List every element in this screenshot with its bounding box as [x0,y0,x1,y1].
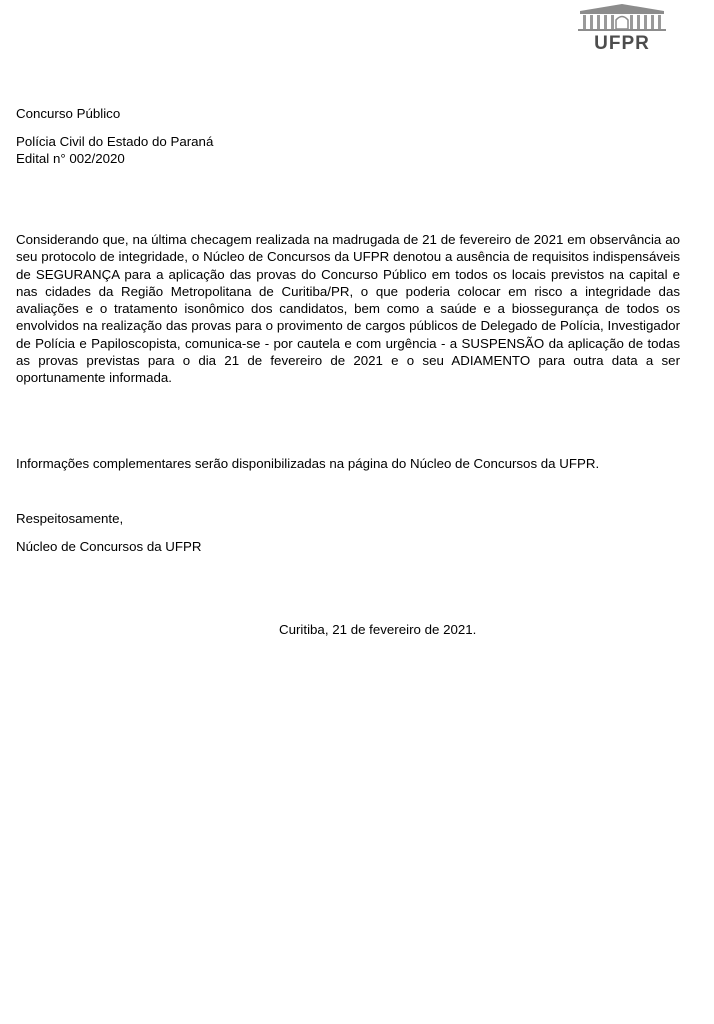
closing-line: Respeitosamente, [16,511,124,526]
ufpr-logo [576,2,668,54]
institution-name: Polícia Civil do Estado do Paraná [16,134,214,149]
info-paragraph: Informações complementares serão disponibilizadas na página do Núcleo de Concursos da UFPR. [16,456,600,471]
document-heading: Concurso Público [16,106,121,121]
logo-text: UFPR [594,33,650,54]
edital-number: Edital n° 002/2020 [16,151,125,166]
building-icon [576,2,668,34]
body-paragraph: Considerando que, na última checagem realizada na madrugada de 21 de fevereiro de 2021 em observância ao seu protocolo de integridade, o Núcleo de Concursos da UFPR denotou a ausência de requisitos indispensáveis de SEGURANÇA para a aplicação das provas do Concurso Público em todos os locais previstos na capital e nas cidades da Região Metropolitana de Curitiba/PR, o que poderia colocar em risco a integridade das avaliações e o tratamento isonômico dos candidatos, bem como a saúde e a biossegurança de todos os envolvidos na realização das provas para o provimento de cargos públicos de Delegado de Polícia, Investigador de Polícia e Papiloscopista, comunica-se - por cautela e com urgência - a SUSPENSÃO da aplicação de todas as provas previstas para o dia 21 de fevereiro de 2021 e o seu ADIAMENTO para outra data a ser oportunamente informada. [16,232,680,386]
place-date: Curitiba, 21 de fevereiro de 2021. [279,622,477,637]
signature: Núcleo de Concursos da UFPR [16,539,202,554]
